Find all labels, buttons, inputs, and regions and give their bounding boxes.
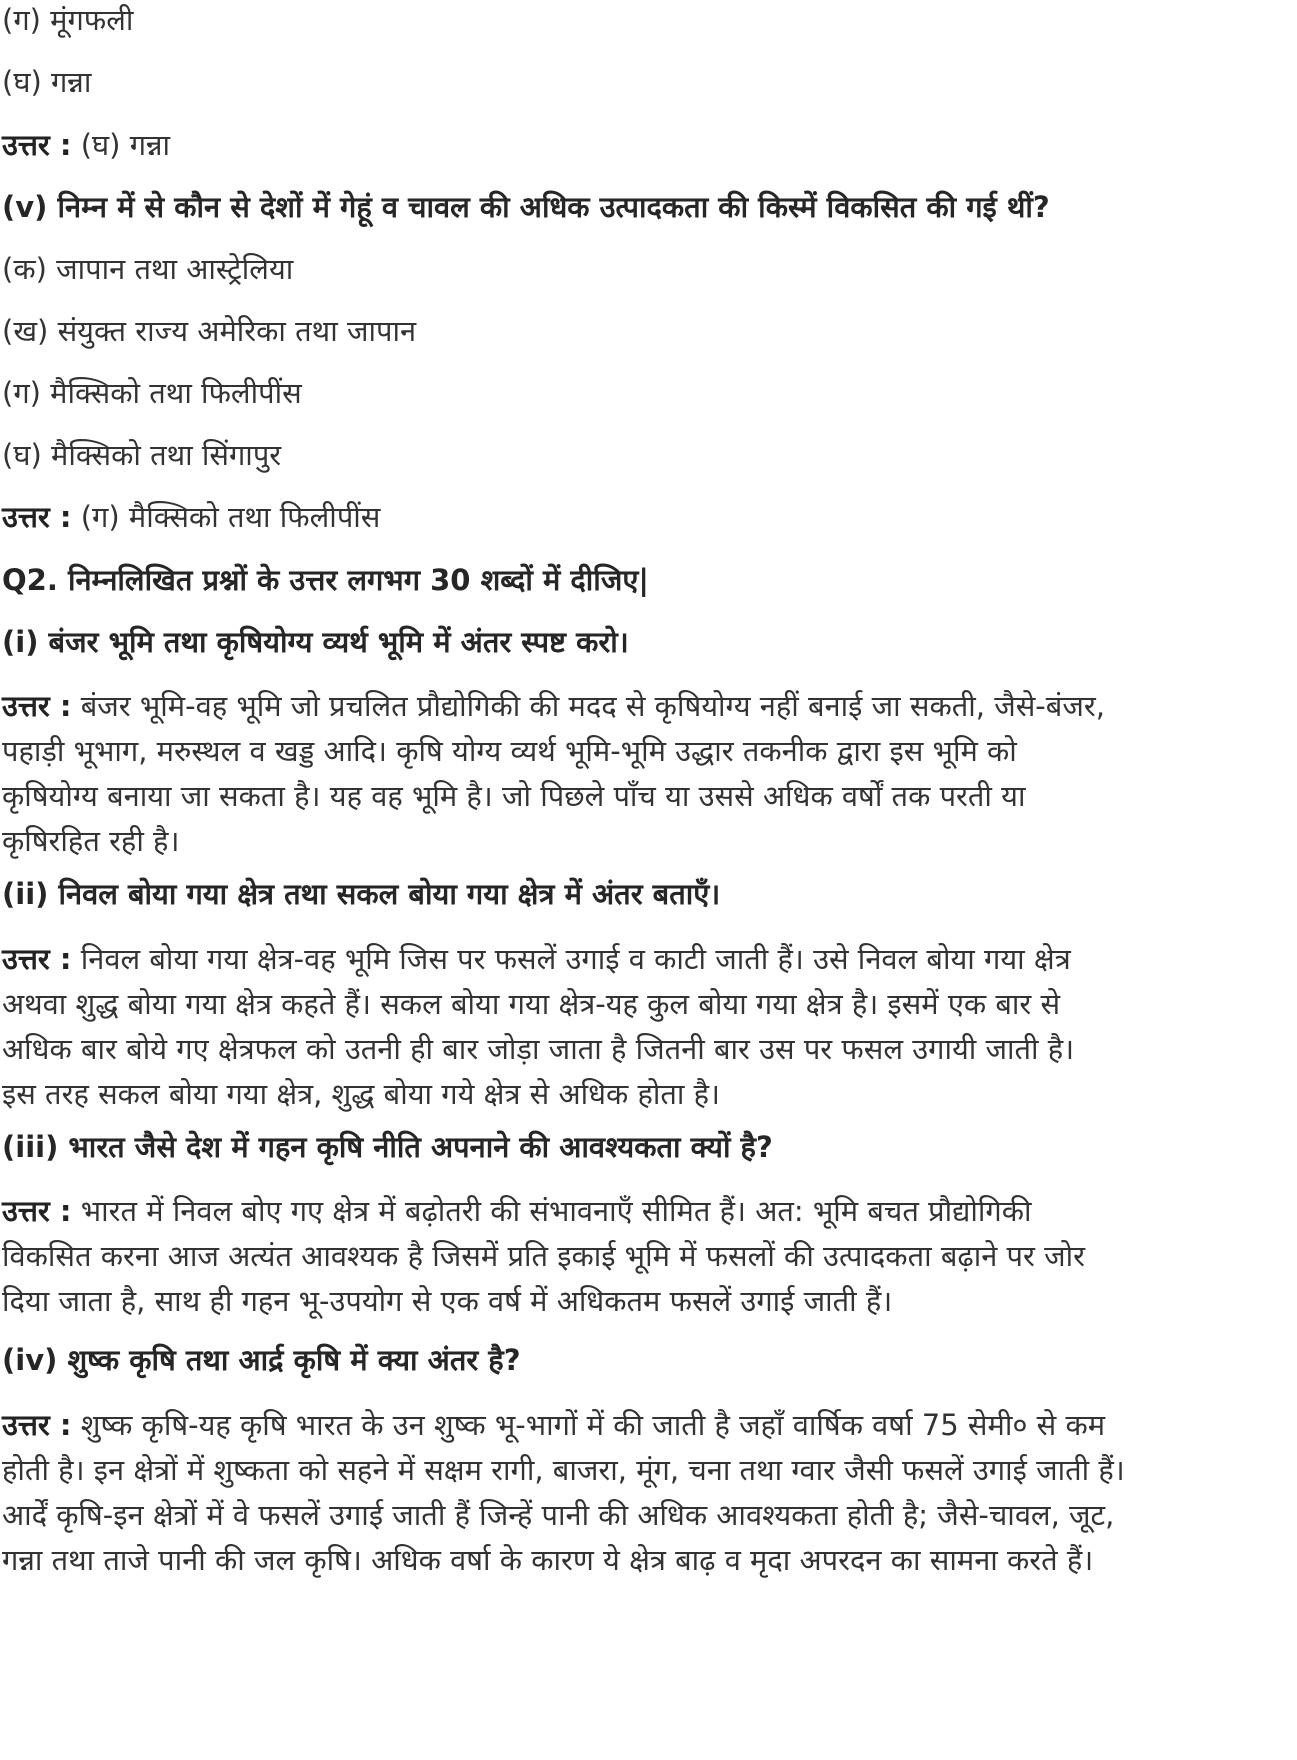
question-v: (v) निम्न में से कौन से देशों में गेहूं व चावल की अधिक उत्पादकता की किस्में विकसित की गई थीं? (2, 190, 1050, 224)
answer-label: उत्तर : (2, 1194, 72, 1228)
question-iii: (iii) भारत जैसे देश में गहन कृषि नीति अपनाने की आवश्यकता क्यों है? (2, 1130, 773, 1164)
q2-heading: Q2. निम्नलिखित प्रश्नों के उत्तर लगभग 30 शब्दों में दीजिए| (2, 563, 649, 597)
answer-prev (2, 125, 170, 165)
answer-label: उत्तर : (2, 128, 72, 162)
answer-line: विकसित करना आज अत्यंत आवश्यक है जिसमें प्रति इकाई भूमि में फसलों की उत्पादकता बढ़ाने पर जोर (2, 1239, 1085, 1273)
answer-line: उत्तर : शुष्क कृषि-यह कृषि भारत के उन शुष्क भू-भागों में की जाती है जहाँ वार्षिक वर्षा 75 सेमी० से कम (2, 1408, 1106, 1442)
answer-line: दिया जाता है, साथ ही गहन भू-उपयोग से एक वर्ष में अधिकतम फसलें उगाई जाती हैं। (2, 1284, 893, 1318)
answer-line: उत्तर : भारत में निवल बोए गए क्षेत्र में बढ़ोतरी की संभावनाएँ सीमित हैं। अत: भूमि बचत प्रौद्योगिकी (2, 1194, 1032, 1228)
answer-text: (ग) मैक्सिको तथा फिलीपींस (71, 500, 381, 534)
answer-line: उत्तर : निवल बोया गया क्षेत्र-वह भूमि जिस पर फसलें उगाई व काटी जाती हैं। उसे निवल बोया गया क्षेत्र (2, 942, 1071, 976)
answer-line: उत्तर : बंजर भूमि-वह भूमि जो प्रचलित प्रौद्योगिकी की मदद से कृषियोग्य नहीं बनाई जा सकती, जैसे-बंजर, (2, 689, 1105, 723)
answer-line: होती है। इन क्षेत्रों में शुष्कता को सहने में सक्षम रागी, बाजरा, मूंग, चना तथा ग्वार जैसी फसलें उगाई जाती हैं। (2, 1453, 1125, 1487)
option-ga: (ग) मैक्सिको तथा फिलीपींस (2, 376, 302, 410)
answer-line: इस तरह सकल बोया गया क्षेत्र, शुद्ध बोया गये क्षेत्र से अधिक होता है। (2, 1077, 721, 1111)
option-gha: (घ) मैक्सिको तथा सिंगापुर (2, 438, 282, 472)
option-ga-peanut: (ग) मूंगफली (2, 3, 134, 37)
answer-iii (2, 1189, 1292, 1324)
answer-line: अथवा शुद्ध बोया गया क्षेत्र कहते हैं। सकल बोया गया क्षेत्र-यह कुल बोया गया क्षेत्र है। इसमें एक बार से (2, 987, 1061, 1021)
answer-line: पहाड़ी भूभाग, मरुस्थल व खड्ड आदि। कृषि योग्य व्यर्थ भूमि-भूमि उद्धार तकनीक द्वारा इस भूमि को (2, 734, 1017, 768)
option-ka: (क) जापान तथा आस्ट्रेलिया (2, 252, 294, 286)
question-iv: (iv) शुष्क कृषि तथा आर्द्र कृषि में क्या अंतर है? (2, 1343, 521, 1377)
answer-iv (2, 1403, 1292, 1583)
option-kha: (ख) संयुक्त राज्य अमेरिका तथा जापान (2, 314, 417, 348)
answer-ii (2, 937, 1292, 1117)
answer-line: कृषिरहित रही है। (2, 824, 180, 858)
answer-line: अधिक बार बोये गए क्षेत्रफल को उतनी ही बार जोड़ा जाता है जितनी बार उस पर फसल उगायी जाती है। (2, 1032, 1075, 1066)
answer-label: उत्तर : (2, 1408, 72, 1442)
answer-label: उत्तर : (2, 689, 72, 723)
answer-v (2, 497, 380, 537)
question-ii: (ii) निवल बोया गया क्षेत्र तथा सकल बोया गया क्षेत्र में अंतर बताएँ। (2, 877, 721, 911)
option-gha-sugarcane: (घ) गन्ना (2, 65, 92, 99)
answer-label: उत्तर : (2, 500, 72, 534)
answer-line: आर्दें कृषि-इन क्षेत्रों में वे फसलें उगाई जाती हैं जिन्हें पानी की अधिक आवश्यकता होती है; जैसे-चावल, जूट, (2, 1498, 1115, 1532)
answer-i (2, 684, 1292, 864)
answer-text: (घ) गन्ना (71, 128, 171, 162)
answer-line: कृषियोग्य बनाया जा सकता है। यह वह भूमि है। जो पिछले पाँच या उससे अधिक वर्षों तक परती या (2, 779, 1026, 813)
answer-label: उत्तर : (2, 942, 72, 976)
question-i: (i) बंजर भूमि तथा कृषियोग्य व्यर्थ भूमि में अंतर स्पष्ट करो। (2, 625, 629, 659)
answer-line: गन्ना तथा ताजे पानी की जल कृषि। अधिक वर्षा के कारण ये क्षेत्र बाढ़ व मृदा अपरदन का सामना करते हैं। (2, 1543, 1094, 1577)
